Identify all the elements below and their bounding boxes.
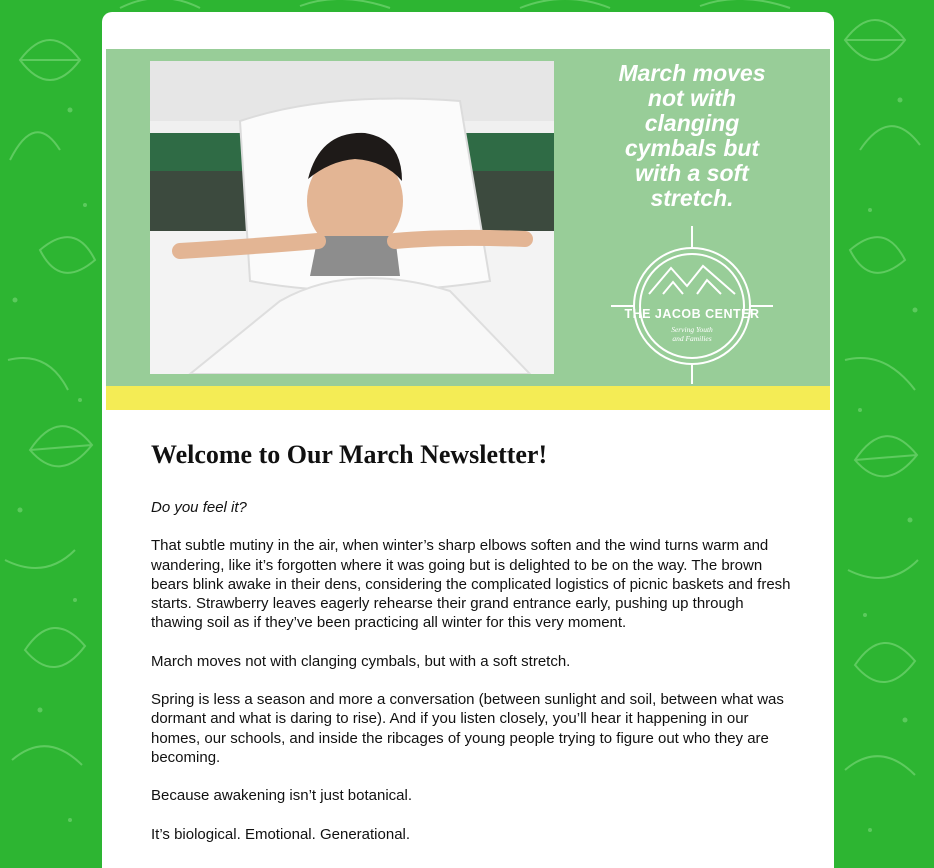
article-title: Welcome to Our March Newsletter! bbox=[151, 440, 548, 469]
logo-tagline-line1: Serving Youth bbox=[671, 325, 713, 334]
article-paragraph: March moves not with clanging cymbals, but with a soft stretch. bbox=[151, 652, 571, 670]
article-body bbox=[151, 436, 791, 863]
article-paragraph: It’s biological. Emotional. Generational. bbox=[151, 825, 411, 843]
header-quote: March moves not with clanging cymbals but with a soft stretch. bbox=[618, 60, 766, 211]
jacob-center-logo bbox=[611, 224, 773, 384]
article-paragraph: Do you feel it? bbox=[151, 499, 247, 516]
article-paragraph: That subtle mutiny in the air, when winter’s sharp elbows soften and the wind turns warm and wandering, like it’s forgotten where it was going but is delighted to be on the way. The brown bears blink awake in their dens, considering the complicated logistics of picnic baskets and fresh starts. Strawberry leaves eagerly rehearse their grand entrance early, pushing up through thawing soil as if they’ve been practicing all winter for this very moment. bbox=[151, 537, 791, 632]
newsletter-card bbox=[102, 12, 834, 868]
logo-tagline-line2: and Families bbox=[672, 334, 712, 343]
child-stretching-in-bed-photo bbox=[150, 61, 554, 374]
accent-divider bbox=[106, 386, 830, 410]
article-paragraph: Spring is less a season and more a conversation (between sunlight and soil, between what was dormant and what is daring to rise). And if you listen closely, you’ll hear it happening in our homes, our schools, and inside the ribcages of young people trying to figure out who they are becoming. bbox=[151, 691, 784, 766]
logo-name: THE JACOB CENTER bbox=[624, 307, 760, 321]
hero-image bbox=[150, 61, 554, 374]
article-paragraph: Because awakening isn’t just botanical. bbox=[151, 787, 412, 805]
